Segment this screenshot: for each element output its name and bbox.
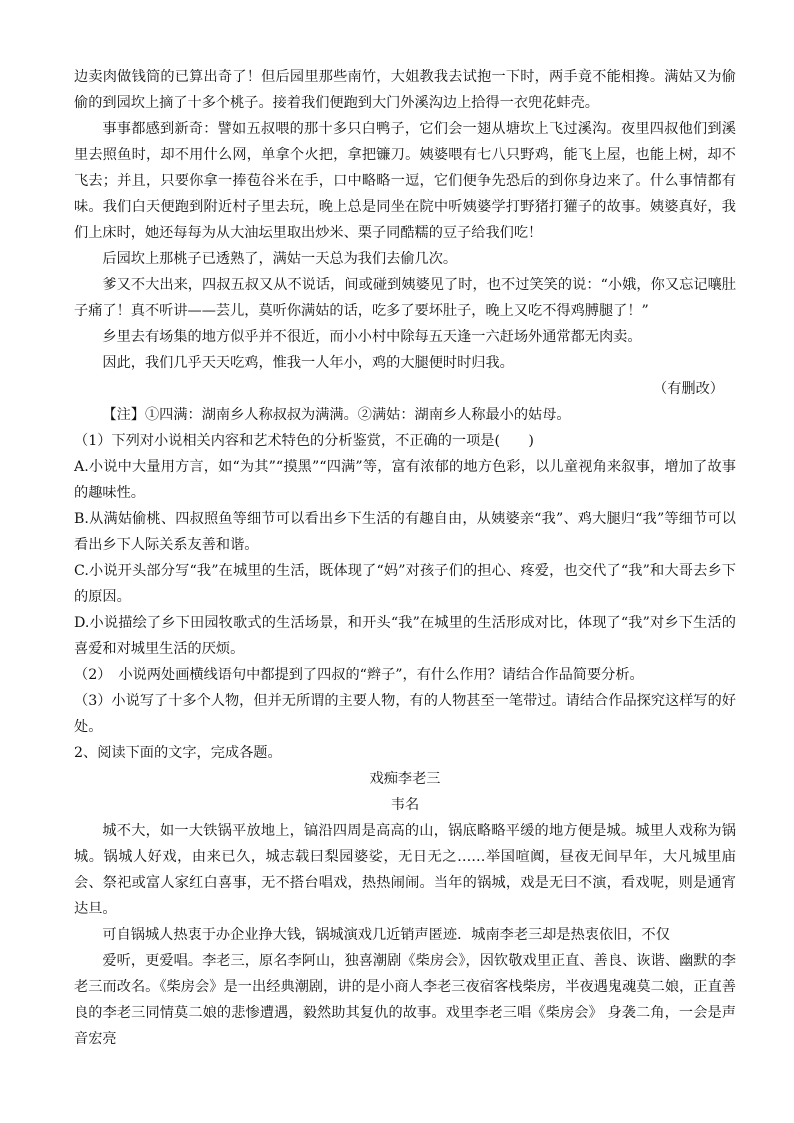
article-paragraph-3: 爱听，更爱唱。李老三，原名李阿山，独喜潮剧《柴房会》，因钦敬戏里正直、善良、诙谐、幽默的李老三而改名。《柴房会》是一出经典潮剧，讲的是小商人李老三夜宿客栈柴房，半夜遇鬼魂莫二娘，正直善良的李老三同情莫二娘的悲惨遭遇，毅然助其复仇的故事。戏里李老三唱《柴房会》 身袭二角，一会是声音宏亮 [74,953,736,1047]
article-paragraph-2: 可自锅城人热衷于办企业挣大钱，锅城演戏几近销声匿迹．城南李老三却是热衷依旧，不仅 [102,927,670,943]
story-paragraph-2: 事事都感到新奇：譬如五叔喂的那十多只白鸭子，它们会一翅从塘坎上飞过溪沟。夜里四叔他们到溪里去照鱼时，却不用什么网，单拿个火把，拿把镰刀。姨婆喂有七八只野鸡，能飞上屋，也能上树，却不飞去；并且，只要你拿一捧苞谷米在手，口中略略一逗，它们便争先恐后的到你身边来了。什么事情都有味。我们白天便跑到附近村子里去玩，晚上总是同坐在院中听姨婆学打野猪打獾子的故事。姨婆真好，我们上床时，她还每每为从大油坛里取出炒米、栗子同酷糯的豆子给我们吃！ [74,121,736,241]
article-paragraph-1: 城不大，如一大铁锅平放地上，镐沿四周是高高的山，锅底略略平缓的地方便是城。城里人戏称为锅城。锅城人好戏，由来已久，城志载曰梨园婆娑，无日无之……举国喧阗，昼夜无间早年，大凡城里庙会、祭祀或富人家红白喜事，无不搭台唱戏，热热闹闹。当年的锅城，戏是无曰不演，看戏呢，则是通宵达旦。 [74,823,736,917]
annotation-note: 【注】①四满：湖南乡人称叔叔为满满。②满姑：湖南乡人称最小的姑母。 [102,407,571,423]
question-1: （1）下列对小说相关内容和艺术特色的分析鉴赏，不正确的一项是( ) [74,433,534,449]
option-a: A.小说中大量用方言，如“为其”“摸黑”“四满”等，富有浓郁的地方色彩，以儿童视角来叙事，增加了故事的趣味性。 [74,459,736,501]
article-author: 韦名 [390,797,420,813]
story-paragraph-3: 后园坎上那桃子已透熟了，满姑一天总为我们去偷几次。 [102,251,458,267]
section-2-heading: 2、阅读下面的文字，完成各题。 [74,745,282,761]
option-d: D.小说描绘了乡下田园牧歌式的生活场景，和开头“我”在城里的生活形成对比，体现了“我”对乡下生活的喜爱和对城里生活的厌烦。 [74,615,736,657]
document-page [74,64,736,1052]
question-2: （2） 小说两处画横线语句中都提到了四叔的“辫子”，有什么作用？请结合作品简要分析。 [74,667,644,683]
story-paragraph-1: 边卖肉做钱筒的已算出奇了！但后园里那些南竹，大姐教我去试抱一下时，两手竟不能相搀。满姑又为偷偷的到园坎上摘了十多个桃子。接着我们便跑到大门外溪沟边上拾得一衣兜花蚌壳。 [74,69,736,111]
story-paragraph-6: 因此，我们几乎天天吃鸡，惟我一人年小，鸡的大腿便时时归我。 [102,355,514,371]
story-paragraph-4: 爹又不大出来，四叔五叔又从不说话，间或碰到姨婆见了时，也不过笑笑的说：“小娥，你又忘记嚷肚子痛了！真不听讲——芸儿，莫听你满姑的话，吃多了要坏肚子，晚上又吃不得鸡膊腿了！” [74,277,736,319]
question-3: （3）小说写了十多个人物，但并无所谓的主要人物，有的人物甚至一笔带过。请结合作品探究这样写的好处。 [74,693,736,735]
article-title: 戏痴李老三 [369,771,441,787]
option-c: C.小说开头部分写“我”在城里的生活，既体现了“妈”对孩子们的担心、疼爱，也交代了“我”和大哥去乡下的原因。 [74,563,736,605]
option-b: B.从满姑偷桃、四叔照鱼等细节可以看出乡下生活的有趣自由，从姨婆亲“我”、鸡大腿归“我”等细节可以看出乡下人际关系友善和谐。 [74,511,736,553]
source-note: （有删改） [653,381,724,397]
story-paragraph-5: 乡里去有场集的地方似乎并不很近，而小小村中除每五天逢一六赶场外通常都无肉卖。 [102,329,642,345]
